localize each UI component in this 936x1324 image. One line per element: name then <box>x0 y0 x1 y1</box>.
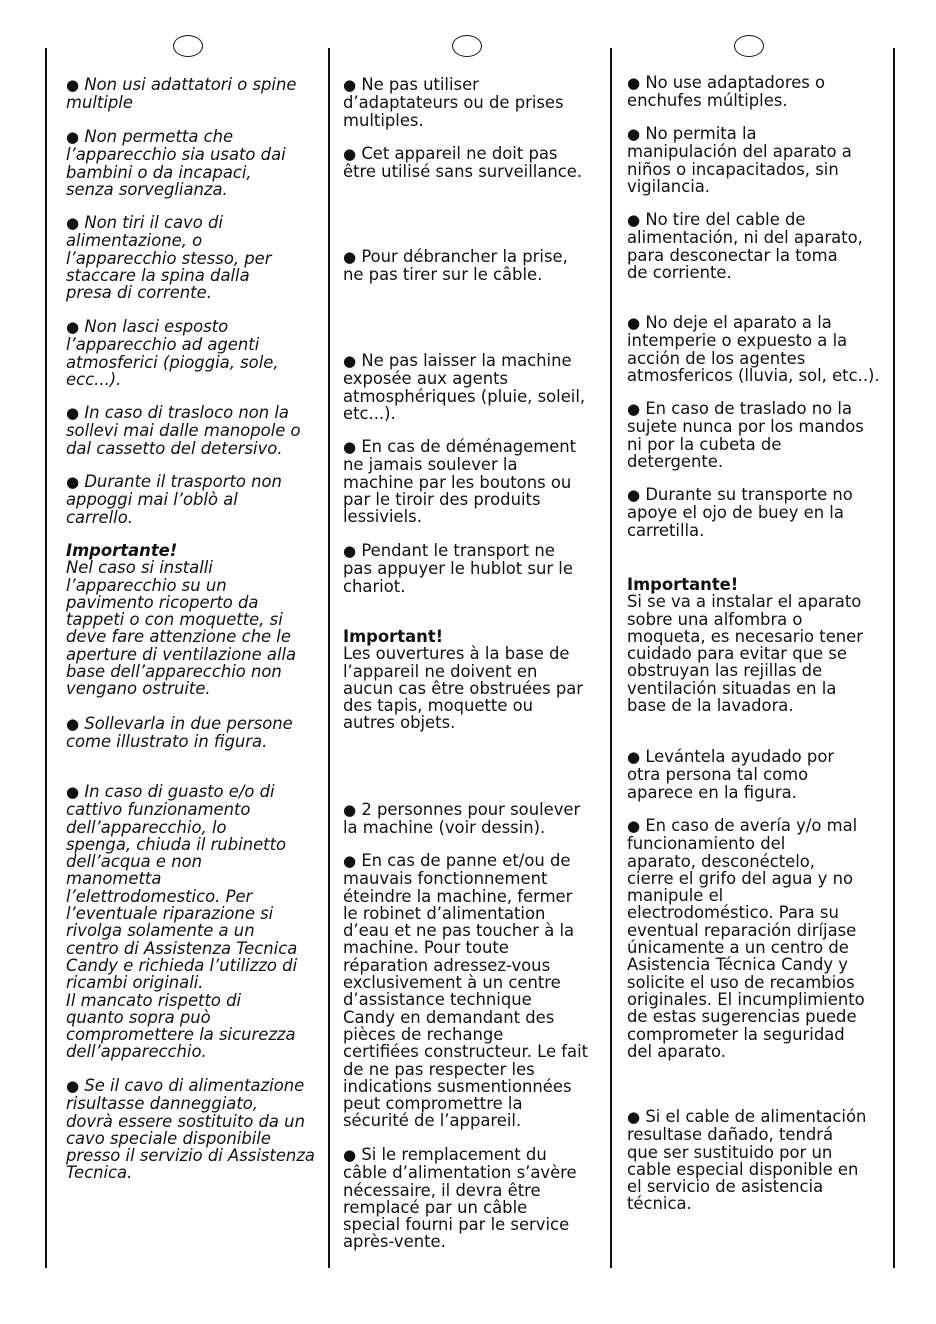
bullet-dot-icon: ● <box>343 352 357 370</box>
bullet-dot-icon: ● <box>66 214 80 232</box>
bullet-dot-icon: ● <box>627 817 641 835</box>
language-marker-circle-fr <box>452 35 482 57</box>
important-note: Important! Les ouvertures à la base de l’appareil ne doivent en aucun cas être obstruées par des tapis, moquette ou autres objets. <box>343 627 584 733</box>
safety-item: ● En caso de traslado no la sujete nunca por los mandos ni por la cubeta de detergente. <box>627 399 864 471</box>
bullet-dot-icon: ● <box>343 852 357 870</box>
important-note: Importante! Si se va a instalar el aparato sobre una alfombra o moqueta, es necesario tener cuidado para evitar que se obstruyan las rejillas de ventilación situadas en la base de la lavadora. <box>627 575 863 716</box>
bullet-dot-icon: ● <box>66 318 80 336</box>
important-note: Importante! Nel caso si installi l’apparecchio su un pavimento ricoperto da tappeti o con moquette, si deve fare attenzione che le aperture di ventilazione alla base dell’apparecchio non vengano ostruite. <box>66 541 297 699</box>
safety-item: ● En caso de avería y/o mal funcionamiento del aparato, desconéctelo, cierre el grifo del agua y no manipule el electrodoméstico. Para su eventual reparación diríjase únicamente a un centro de Asistencia Técnica Candy y solicite el uso de recambios originales. El incumplimiento de estas sugerencias puede comprometer la seguridad del aparato. <box>627 816 865 1061</box>
bullet-dot-icon: ● <box>343 801 357 819</box>
language-marker-circle-it <box>173 35 203 57</box>
safety-item: ● Non lasci esposto l’apparecchio ad agenti atmosferici (pioggia, sole, ecc...). <box>66 317 279 389</box>
safety-item: ● In caso di trasloco non la sollevi mai dalle manopole o dal cassetto del detersivo. <box>66 403 301 458</box>
bullet-dot-icon: ● <box>343 248 357 266</box>
bullet-dot-icon: ● <box>343 438 357 456</box>
bullet-dot-icon: ● <box>627 74 641 92</box>
bullet-dot-icon: ● <box>627 486 641 504</box>
important-heading: Importante! <box>66 541 178 560</box>
safety-item: ● Durante il trasporto non appoggi mai l’oblò al carrello. <box>66 472 282 527</box>
safety-item: ● Cet appareil ne doit pas être utilisé sans surveillance. <box>343 144 583 182</box>
safety-item: ● No tire del cable de alimentación, ni del aparato, para desconectar la toma de corriente. <box>627 210 863 282</box>
bullet-dot-icon: ● <box>66 76 80 94</box>
safety-item: ● No use adaptadores o enchufes múltiples. <box>627 73 826 111</box>
bullet-dot-icon: ● <box>627 125 641 143</box>
bullet-dot-icon: ● <box>66 783 80 801</box>
bullet-dot-icon: ● <box>627 314 641 332</box>
bullet-dot-icon: ● <box>627 1108 641 1126</box>
bullet-dot-icon: ● <box>66 1077 80 1095</box>
bullet-dot-icon: ● <box>66 404 80 422</box>
safety-item: ● Non usi adattatori o spine multiple <box>66 75 297 113</box>
column-divider-left <box>45 48 47 1268</box>
safety-item: ● Pendant le transport ne pas appuyer le hublot sur le chariot. <box>343 541 573 596</box>
safety-item: ● Durante su transporte no apoye el ojo de buey en la carretilla. <box>627 485 853 540</box>
safety-item: ● No deje el aparato a la intemperie o expuesto a la acción de los agentes atmosfericos (lluvia, sol, etc..). <box>627 313 880 385</box>
bullet-dot-icon: ● <box>343 542 357 560</box>
safety-item: ● Si el cable de alimentación resultase dañado, tendrá que ser sustituido por un cable especial disponible en el servicio de asistencia técnica. <box>627 1107 867 1214</box>
safety-item: ● Non permetta che l’apparecchio sia usato dai bambini o da incapaci, senza sorveglianza. <box>66 127 286 199</box>
important-heading: Importante! <box>627 575 739 594</box>
bullet-dot-icon: ● <box>627 211 641 229</box>
safety-item: ● Si le remplacement du câble d’alimentation s’avère nécessaire, il devra être remplacé par un câble special fourni par le service après-vente. <box>343 1145 577 1252</box>
column-divider-2 <box>610 48 612 1268</box>
column-divider-right <box>893 48 895 1268</box>
safety-item: ● En cas de panne et/ou de mauvais fonctionnement éteindre la machine, fermer le robinet d’alimentation d’eau et ne pas toucher à la machine. Pour toute réparation adressez-vous exclusivement à un centre d’assistance technique Candy en demandant des pièces de rechange certifiées constructeur. Le fait de ne pas respecter les indications susmentionnées peut compromettre la sécurité de l’appareil. <box>343 851 589 1131</box>
column-divider-1 <box>328 48 330 1268</box>
bullet-dot-icon: ● <box>627 400 641 418</box>
important-heading: Important! <box>343 627 444 646</box>
safety-item: ● Sollevarla in due persone come illustrato in figura. <box>66 714 293 752</box>
safety-item: ● 2 personnes pour soulever la machine (voir dessin). <box>343 800 581 838</box>
safety-item: ● No permita la manipulación del aparato a niños o incapacitados, sin vigilancia. <box>627 124 852 196</box>
bullet-dot-icon: ● <box>343 145 357 163</box>
safety-item: ● En cas de déménagement ne jamais soulever la machine par les boutons ou par le tiroir des produits lessiviels. <box>343 437 577 527</box>
bullet-dot-icon: ● <box>66 128 80 146</box>
safety-item: ● Pour débrancher la prise, ne pas tirer sur le câble. <box>343 247 568 285</box>
safety-item: ● Ne pas laisser la machine exposée aux agents atmosphériques (pluie, soleil, etc...). <box>343 351 586 423</box>
safety-item: ● Non tiri il cavo di alimentazione, o l’apparecchio stesso, per staccare la spina dalla presa di corrente. <box>66 213 272 303</box>
bullet-dot-icon: ● <box>343 76 357 94</box>
language-marker-circle-es <box>734 35 764 57</box>
bullet-dot-icon: ● <box>66 473 80 491</box>
bullet-dot-icon: ● <box>66 715 80 733</box>
safety-item: ● Ne pas utiliser d’adaptateurs ou de prises multiples. <box>343 75 564 130</box>
safety-item: ● Se il cavo di alimentazione risultasse danneggiato, dovrà essere sostituito da un cavo speciale disponibile presso il servizio di Assistenza Tecnica. <box>66 1076 315 1183</box>
safety-item: ● Levántela ayudado por otra persona tal como aparece en la figura. <box>627 747 835 802</box>
bullet-dot-icon: ● <box>627 748 641 766</box>
safety-item: ● In caso di guasto e/o di cattivo funzionamento dell’apparecchio, lo spenga, chiuda il rubinetto dell’acqua e non manometta l’elettrodomestico. Per l’eventuale riparazione si rivolga solamente a un centro di Assistenza Tecnica Candy e richieda l’utilizzo di ricambi originali. Il mancato rispetto di quanto sopra può compromettere la sicurezza dell’apparecchio. <box>66 782 298 1062</box>
bullet-dot-icon: ● <box>343 1146 357 1164</box>
